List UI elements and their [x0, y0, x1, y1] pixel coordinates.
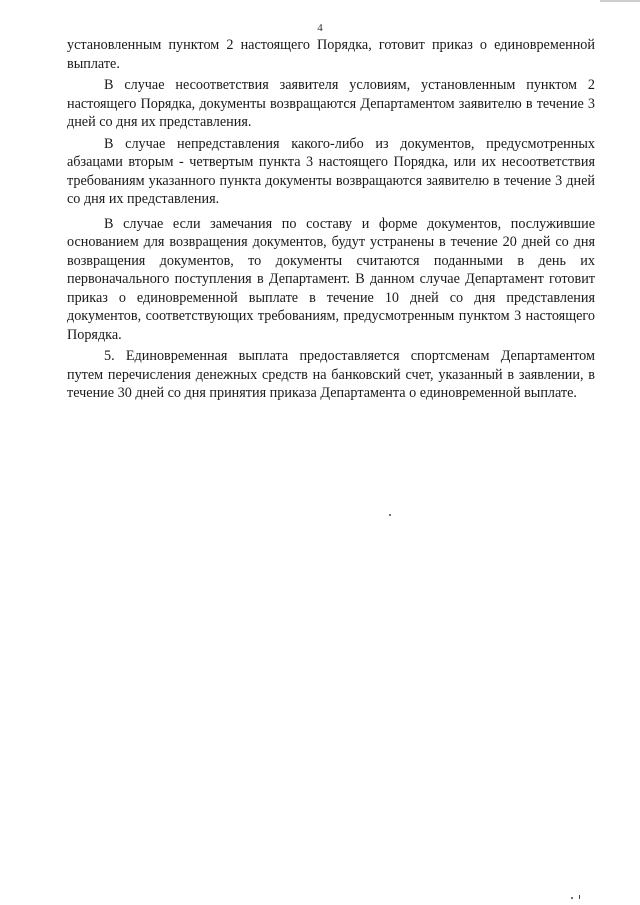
paragraph-noncompliance: В случае несоответствия заявителя условиям, установленным пунктом 2 настоящего Порядка, документы возвращаются Департаментом заявителю в течение 3 дней со дня их представления. — [67, 77, 595, 130]
paragraph-missing-documents: В случае непредставления какого-либо из документов, предусмотренных абзацами вторым - четвертым пункта 3 настоящего Порядка, или их несоответствия требованиям указанного пункта документы возвращаются заявителю в течение 3 дней со дня их представления. — [67, 135, 595, 207]
scan-speck — [389, 514, 391, 516]
paragraph-corrections: В случае если замечания по составу и форме документов, послужившие основанием для возвращения документов, будут устранены в течение 20 дней со дня возвращения документов, то документы считаются поданными в день их первоначального поступления в Департамент. В данном случае Департамент готовит приказ о единовременной выплате в течение 10 дней со дня представления документов, соответствующих требованиям, предусмотренным пунктом 3 настоящего Порядка. — [67, 215, 595, 343]
document-body — [67, 36, 595, 403]
page-number: 4 — [317, 22, 323, 34]
paragraph-payment-clause-5: 5. Единовременная выплата предоставляется спортсменам Департаментом путем перечисления денежных средств на банковский счет, указанный в заявлении, в течение 30 дней со дня принятия приказа Департамента о единовременной выплате. — [67, 348, 595, 401]
scan-speck — [579, 895, 580, 899]
scan-edge-mark — [600, 0, 640, 2]
scan-speck — [571, 897, 573, 899]
paragraph-continuation: установленным пунктом 2 настоящего Порядка, готовит приказ о единовременной выплате. — [67, 37, 595, 72]
